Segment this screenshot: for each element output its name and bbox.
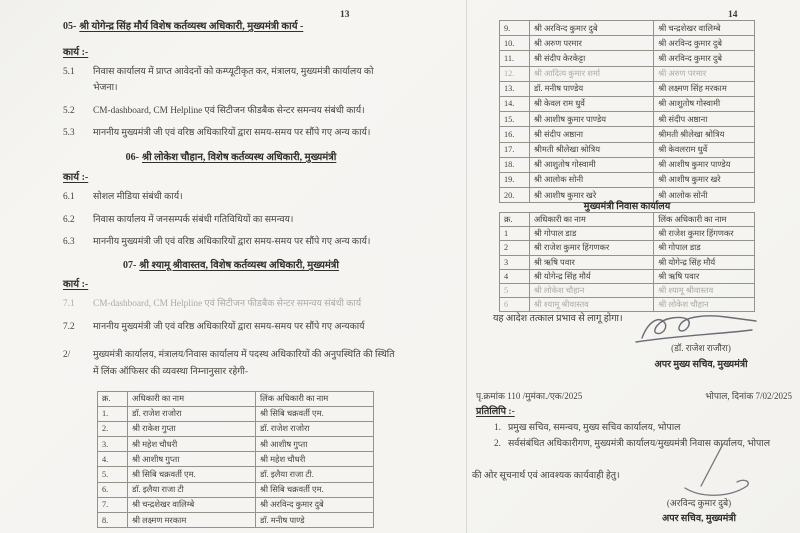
table-cell: श्री केवल राम धुर्वे (529, 96, 653, 111)
officer-row (98, 421, 374, 436)
table-cell: श्री अरुण परमार (529, 36, 653, 51)
officer-row (500, 298, 755, 312)
copy-footer-line: की ओर सूचनार्थ एवं आवश्यक कार्यवाही हेतु। (472, 471, 620, 481)
table-cell: श्री अरविन्द कुमार दुबे (256, 497, 374, 512)
officer-row (500, 241, 755, 255)
duty-text: माननीय मुख्यमंत्री जी एवं वरिष्ठ अधिकारियों द्वारा समय-समय पर सौंपे गए अन्यकार्य (93, 321, 365, 332)
officer-row (500, 255, 755, 269)
table-cell: 16. (500, 127, 530, 142)
table-cell: श्री आशीष कुमार खरे (654, 172, 755, 187)
table-cell: श्री आशीष गुप्ता (256, 437, 374, 452)
table-cell: श्री राजेश कुमार हिंगणकर (529, 241, 653, 255)
karya-label: कार्य :- (63, 46, 89, 58)
reference-line (476, 389, 792, 402)
table-cell: श्री संदीप केरकेट्टा (529, 51, 653, 66)
column-header: अधिकारी का नाम (529, 213, 653, 227)
officer-row (500, 96, 755, 111)
table-header-row (98, 391, 374, 406)
officer-row (500, 112, 755, 127)
table-cell: डॉ. इलैया राजा टी (128, 482, 256, 497)
officer-row (98, 452, 374, 467)
link-officer-table (97, 391, 374, 529)
duty-text: CM-dashboard, CM Helpline एवं सिटीजन फीडबैक सेन्टर समन्वय संबंधी कार्य। (93, 105, 365, 116)
officer-row (98, 497, 374, 512)
table-cell: श्री श्यामू श्रीवास्तव (654, 283, 755, 297)
table-cell: डॉ. मनीष पाण्डे (256, 513, 374, 528)
duty-number: 6.3 (63, 237, 75, 248)
residence-office-heading: मुख्यमंत्री निवास कार्यालय (583, 202, 671, 212)
table-cell: श्री लोकेश चौहान (529, 283, 653, 297)
officer-row (98, 513, 374, 528)
officer-row (500, 127, 755, 142)
table-cell: 19. (500, 172, 530, 187)
karya-label: कार्य :- (63, 279, 89, 291)
table-cell: 1 (500, 227, 530, 241)
table-cell: श्री आशुतोष गोस्वामी (529, 157, 653, 172)
secondary-signatory-block (606, 496, 792, 524)
page-13-content (63, 20, 399, 528)
table-cell: 7. (98, 497, 128, 512)
table-cell: श्री अरविन्द कुमार दुबे (654, 51, 755, 66)
duty-text: निवास कार्यालय में जनसम्पर्क संबंधी गतिविधियों का समन्वय। (93, 214, 294, 225)
place-and-date: भोपाल, दिनांक 7/02/2025 (705, 391, 792, 401)
table-cell: श्री केवलराम धुर्वे (654, 142, 755, 157)
duty-number: 7.2 (63, 321, 75, 332)
table-cell: श्री अरविन्द कुमार दुबे (654, 36, 755, 51)
officer-row (500, 227, 755, 241)
duty-number: 7.1 (63, 299, 75, 310)
signatory-name: (डॉ. राजेश राजौरा) (671, 343, 731, 353)
table-cell: 8. (98, 513, 128, 528)
table-cell: डॉ. मनीष पाण्डेय (529, 81, 653, 96)
table-cell: श्री आशीष कुमार पाण्डेय (654, 157, 755, 172)
officer-row (500, 36, 755, 51)
table-cell: 2. (98, 421, 128, 436)
table-cell: श्री चन्द्रशेखर वालिम्बे (128, 497, 256, 512)
copy-item-text: प्रमुख सचिव, समन्वय, मुख्य सचिव कार्यालय, भोपाल (508, 423, 681, 433)
table-header-row (500, 213, 755, 227)
table-cell: श्री संदीप अष्ठाना (529, 127, 653, 142)
link-officer-table-continued (499, 20, 755, 203)
section-heading-text: श्री श्यामू श्रीवास्तव, विशेष कर्तव्यस्थ अधिकारी, मुख्यमंत्री (139, 259, 340, 271)
section-heading-06 (63, 151, 399, 165)
table-cell: 17. (500, 142, 530, 157)
section-heading-text: श्री लोकेश चौहान, विशेष कर्तव्यस्थ अधिकारी, मुख्यमंत्री (141, 151, 337, 163)
table-cell: 4. (98, 452, 128, 467)
duty-text: CM-dashboard, CM Helpline एवं सिटीजन फीडबैक सेन्टर समन्वय संबंधी कार्य (93, 299, 362, 310)
officer-row (500, 51, 755, 66)
table-cell: श्री अरुण परमार (654, 66, 755, 81)
table-cell: श्री योगेन्द्र सिंह मौर्य (529, 269, 653, 283)
reference-number: पृ.क्रमांक 110 /मुमंका./एक/2025 (476, 391, 583, 401)
table-cell: श्री अरविन्द कुमार दुबे (529, 21, 653, 36)
table-cell: डॉ. राजेश राजोरा (256, 421, 374, 436)
section-number: 06- (125, 151, 139, 163)
signatory-title: अपर सचिव, मुख्यमंत्री (662, 514, 736, 524)
table-cell: श्री आशीष गुप्ता (128, 452, 256, 467)
table-cell: श्री आशुतोष गोस्वामी (654, 96, 755, 111)
table-cell: 15. (500, 112, 530, 127)
section-heading-text: श्री योगेन्द्र सिंह मौर्य विशेष कर्तव्यस्थ अधिकारी, मुख्यमंत्री कार्य - (79, 21, 304, 32)
table-cell: श्री राजेश कुमार हिंगणकर (654, 227, 755, 241)
duty-number: 5.3 (63, 128, 75, 139)
table-cell: श्री आदित्य कुमार शर्मा (529, 66, 653, 81)
table-cell: डॉ. राजेश राजोरा (128, 406, 256, 421)
table-cell: 10. (500, 36, 530, 51)
duty-text: निवास कार्यालय में प्राप्त आवेदनों को कम्प्यूटीकृत कर, मंत्रालय, मुख्यमंत्री कार्यालय को भेजना। (93, 66, 374, 94)
officer-row (98, 406, 374, 421)
duty-text: माननीय मुख्यमंत्री जी एवं वरिष्ठ अधिकारियों द्वारा समय-समय पर सौंपे गए अन्य कार्य। (93, 237, 371, 248)
para-text: मुख्यमंत्री कार्यालय, मंत्रालय/निवास कार्यालय में पदस्थ अधिकारियों की अनुपस्थिति की स्थिति में लिंक ऑफिसर की व्यवस्था निम्नानुसार रहेगी- (93, 350, 395, 377)
officer-row (98, 467, 374, 482)
table-cell: श्री गोपाल डाड (654, 241, 755, 255)
copy-item (494, 421, 680, 436)
table-cell: श्री संदीप अष्ठाना (654, 112, 755, 127)
table-cell: श्रीमती श्रीलेखा श्रोत्रिय (529, 142, 653, 157)
copy-item-text: सर्वसंबंधित अधिकारीगण, मुख्यमंत्री कार्यालय/मुख्यमंत्री निवास कार्यालय, भोपाल (508, 439, 771, 449)
table-cell: श्री आलोक सोनी (654, 188, 755, 203)
duty-item (63, 125, 399, 142)
residence-link-officer-table (499, 212, 755, 312)
table-cell: श्री आलोक सोनी (529, 172, 653, 187)
copy-to-label: प्रतिलिपि :- (476, 407, 515, 417)
table-cell: 12. (500, 66, 530, 81)
officer-row (98, 437, 374, 452)
column-header: अधिकारी का नाम (128, 391, 256, 406)
table-cell: श्री लक्ष्मण मरकाम (128, 513, 256, 528)
duty-number: 6.2 (63, 214, 75, 225)
column-header: लिंक अधिकारी का नाम (256, 391, 374, 406)
officer-row (500, 21, 755, 36)
section-heading-05 (63, 20, 399, 34)
karya-label: कार्य :- (63, 172, 89, 184)
table-cell: श्री लोकेश चौहान (654, 298, 755, 312)
duty-item (63, 212, 399, 229)
table-cell: श्री राकेश गुप्ता (128, 421, 256, 436)
link-officer-paragraph (63, 347, 399, 380)
officer-row (500, 66, 755, 81)
column-header: क्र. (500, 213, 530, 227)
duty-number: 5.1 (63, 66, 75, 77)
duty-item (63, 64, 399, 97)
section-number: 05- (63, 21, 77, 32)
table-cell: 20. (500, 188, 530, 203)
table-cell: 5 (500, 283, 530, 297)
primary-signatory-block (616, 341, 786, 370)
column-header: क्र. (98, 391, 128, 406)
duty-text: माननीय मुख्यमंत्री जी एवं वरिष्ठ अधिकारियों द्वारा समय-समय पर सौंपे गए अन्य कार्य। (93, 128, 371, 139)
officer-row (500, 81, 755, 96)
signatory-title: अपर मुख्य सचिव, मुख्यमंत्री (654, 360, 748, 370)
table-cell: डॉ. इलैया राजा टी. (256, 467, 374, 482)
table-cell: श्री सिबि चक्रवर्ती एम. (256, 482, 374, 497)
table-cell: 18. (500, 157, 530, 172)
table-cell: श्री श्यामू श्रीवास्तव (529, 298, 653, 312)
duty-item (63, 234, 399, 251)
officer-row (500, 142, 755, 157)
table-cell: 1. (98, 406, 128, 421)
table-cell: श्री आशीष कुमार खरे (529, 188, 653, 203)
table-cell: 13. (500, 81, 530, 96)
table-cell: 2 (500, 241, 530, 255)
table-cell: श्री गोपाल डाड (529, 227, 653, 241)
duty-item (63, 189, 399, 206)
section-heading-07 (63, 259, 399, 273)
table-cell: 14. (500, 96, 530, 111)
para-number: 2/ (63, 350, 71, 361)
table-cell: श्री आशीष कुमार पाण्डेय (529, 112, 653, 127)
table-cell: 3. (98, 437, 128, 452)
table-cell: 11. (500, 51, 530, 66)
immediate-effect-line: यह आदेश तत्काल प्रभाव से लागू होगा। (493, 314, 623, 324)
duty-number: 5.2 (63, 105, 75, 116)
duty-number: 6.1 (63, 192, 75, 203)
officer-row (500, 269, 755, 283)
duty-item (63, 296, 399, 313)
officer-row (500, 283, 755, 297)
table-cell: श्री लक्ष्मण सिंह मरकाम (654, 81, 755, 96)
table-cell: 6. (98, 482, 128, 497)
table-cell: श्री सिबि चक्रवर्ती एम. (256, 406, 374, 421)
table-cell: 5. (98, 467, 128, 482)
duty-item (63, 103, 399, 120)
table-cell: श्री चन्द्रशेखर वालिम्बे (654, 21, 755, 36)
table-cell: श्री ऋषि पवार (529, 255, 653, 269)
signatory-name: (अरविन्द कुमार दुबे) (666, 498, 732, 508)
section-number: 07- (122, 259, 137, 271)
table-cell: 6 (500, 298, 530, 312)
copy-item-number: 1. (494, 423, 501, 433)
column-header: लिंक अधिकारी का नाम (654, 213, 755, 227)
table-cell: 4 (500, 269, 530, 283)
page-number: 13 (340, 10, 350, 20)
copy-item-number: 2. (494, 439, 501, 449)
signature-scribble-secondary (671, 442, 761, 500)
page-14 (466, 0, 800, 533)
table-cell: 9. (500, 21, 530, 36)
table-cell: श्री महेश चौधरी (256, 452, 374, 467)
officer-row (500, 157, 755, 172)
table-cell: श्री महेश चौधरी (128, 437, 256, 452)
duty-text: सोशल मीडिया संबंधी कार्य। (93, 192, 183, 203)
officer-row (500, 172, 755, 187)
table-cell: श्रीमती श्रीलेखा श्रोत्रिय (654, 127, 755, 142)
officer-row (98, 482, 374, 497)
page-number: 14 (728, 10, 738, 20)
table-cell: श्री योगेन्द्र सिंह मौर्य (654, 255, 755, 269)
table-cell: श्री सिबि चक्रवर्ती एम. (128, 467, 256, 482)
duty-item (63, 319, 399, 336)
table-cell: श्री ऋषि पवार (654, 269, 755, 283)
table-cell: 3 (500, 255, 530, 269)
